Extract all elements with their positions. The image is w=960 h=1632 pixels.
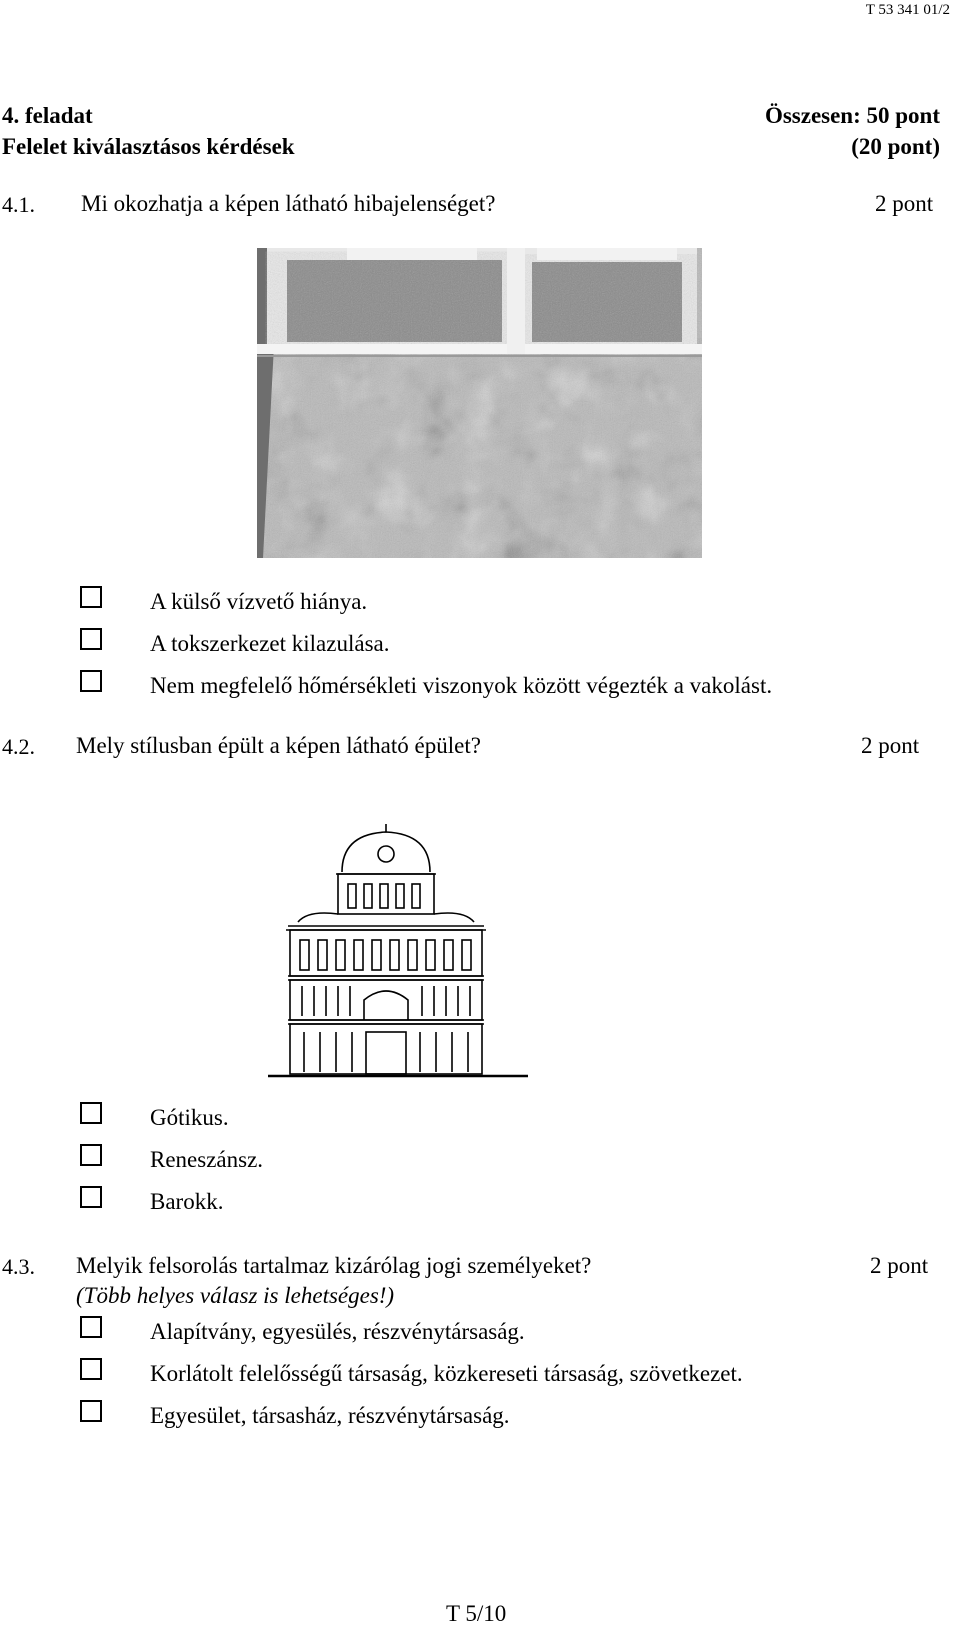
building-facade-drawing bbox=[268, 822, 528, 1082]
window-damage-photo bbox=[257, 248, 702, 558]
answer-option: Korlátolt felelősségű társaság, közkereseti társaság, szövetkezet. bbox=[150, 1361, 743, 1386]
task-subtitle: Felelet kiválasztásos kérdések bbox=[2, 134, 295, 159]
question-points: 2 pont bbox=[861, 733, 920, 758]
task-title: 4. feladat bbox=[2, 103, 93, 128]
question-number: 4.3. bbox=[2, 1254, 35, 1279]
question-note: (Több helyes válasz is lehetséges!) bbox=[76, 1283, 395, 1308]
answer-checkbox[interactable] bbox=[80, 1400, 102, 1422]
answer-option: Reneszánsz. bbox=[150, 1147, 264, 1172]
question-number: 4.2. bbox=[2, 734, 35, 759]
task-total: Összesen: 50 pont bbox=[764, 103, 940, 128]
answer-option: Egyesület, társasház, részvénytársaság. bbox=[150, 1403, 510, 1428]
question-number: 4.1. bbox=[2, 192, 35, 217]
answer-option: A tokszerkezet kilazulása. bbox=[150, 631, 390, 656]
question-text: Mely stílusban épült a képen látható épület? bbox=[76, 733, 481, 758]
document-code: T 53 341 01/2 bbox=[865, 2, 950, 18]
answer-option: Barokk. bbox=[150, 1189, 224, 1214]
answer-checkbox[interactable] bbox=[80, 1358, 102, 1380]
page-number: T 5/10 bbox=[446, 1601, 507, 1626]
answer-option: Alapítvány, egyesülés, részvénytársaság. bbox=[150, 1319, 525, 1344]
answer-checkbox[interactable] bbox=[80, 1186, 102, 1208]
answer-checkbox[interactable] bbox=[80, 1144, 102, 1166]
question-points: 2 pont bbox=[870, 1253, 929, 1278]
question-text: Melyik felsorolás tartalmaz kizárólag jogi személyeket? bbox=[76, 1253, 592, 1278]
window-photo-illustration bbox=[257, 248, 702, 558]
question-points: 2 pont bbox=[875, 191, 934, 216]
answer-option: Nem megfelelő hőmérsékleti viszonyok között végezték a vakolást. bbox=[150, 673, 773, 698]
answer-option: A külső vízvető hiánya. bbox=[150, 589, 368, 614]
question-text: Mi okozhatja a képen látható hibajelenséget? bbox=[81, 191, 496, 216]
answer-checkbox[interactable] bbox=[80, 670, 102, 692]
task-subtotal: (20 pont) bbox=[851, 134, 940, 159]
answer-option: Gótikus. bbox=[150, 1105, 229, 1130]
answer-checkbox[interactable] bbox=[80, 586, 102, 608]
answer-checkbox[interactable] bbox=[80, 628, 102, 650]
answer-checkbox[interactable] bbox=[80, 1316, 102, 1338]
answer-checkbox[interactable] bbox=[80, 1102, 102, 1124]
